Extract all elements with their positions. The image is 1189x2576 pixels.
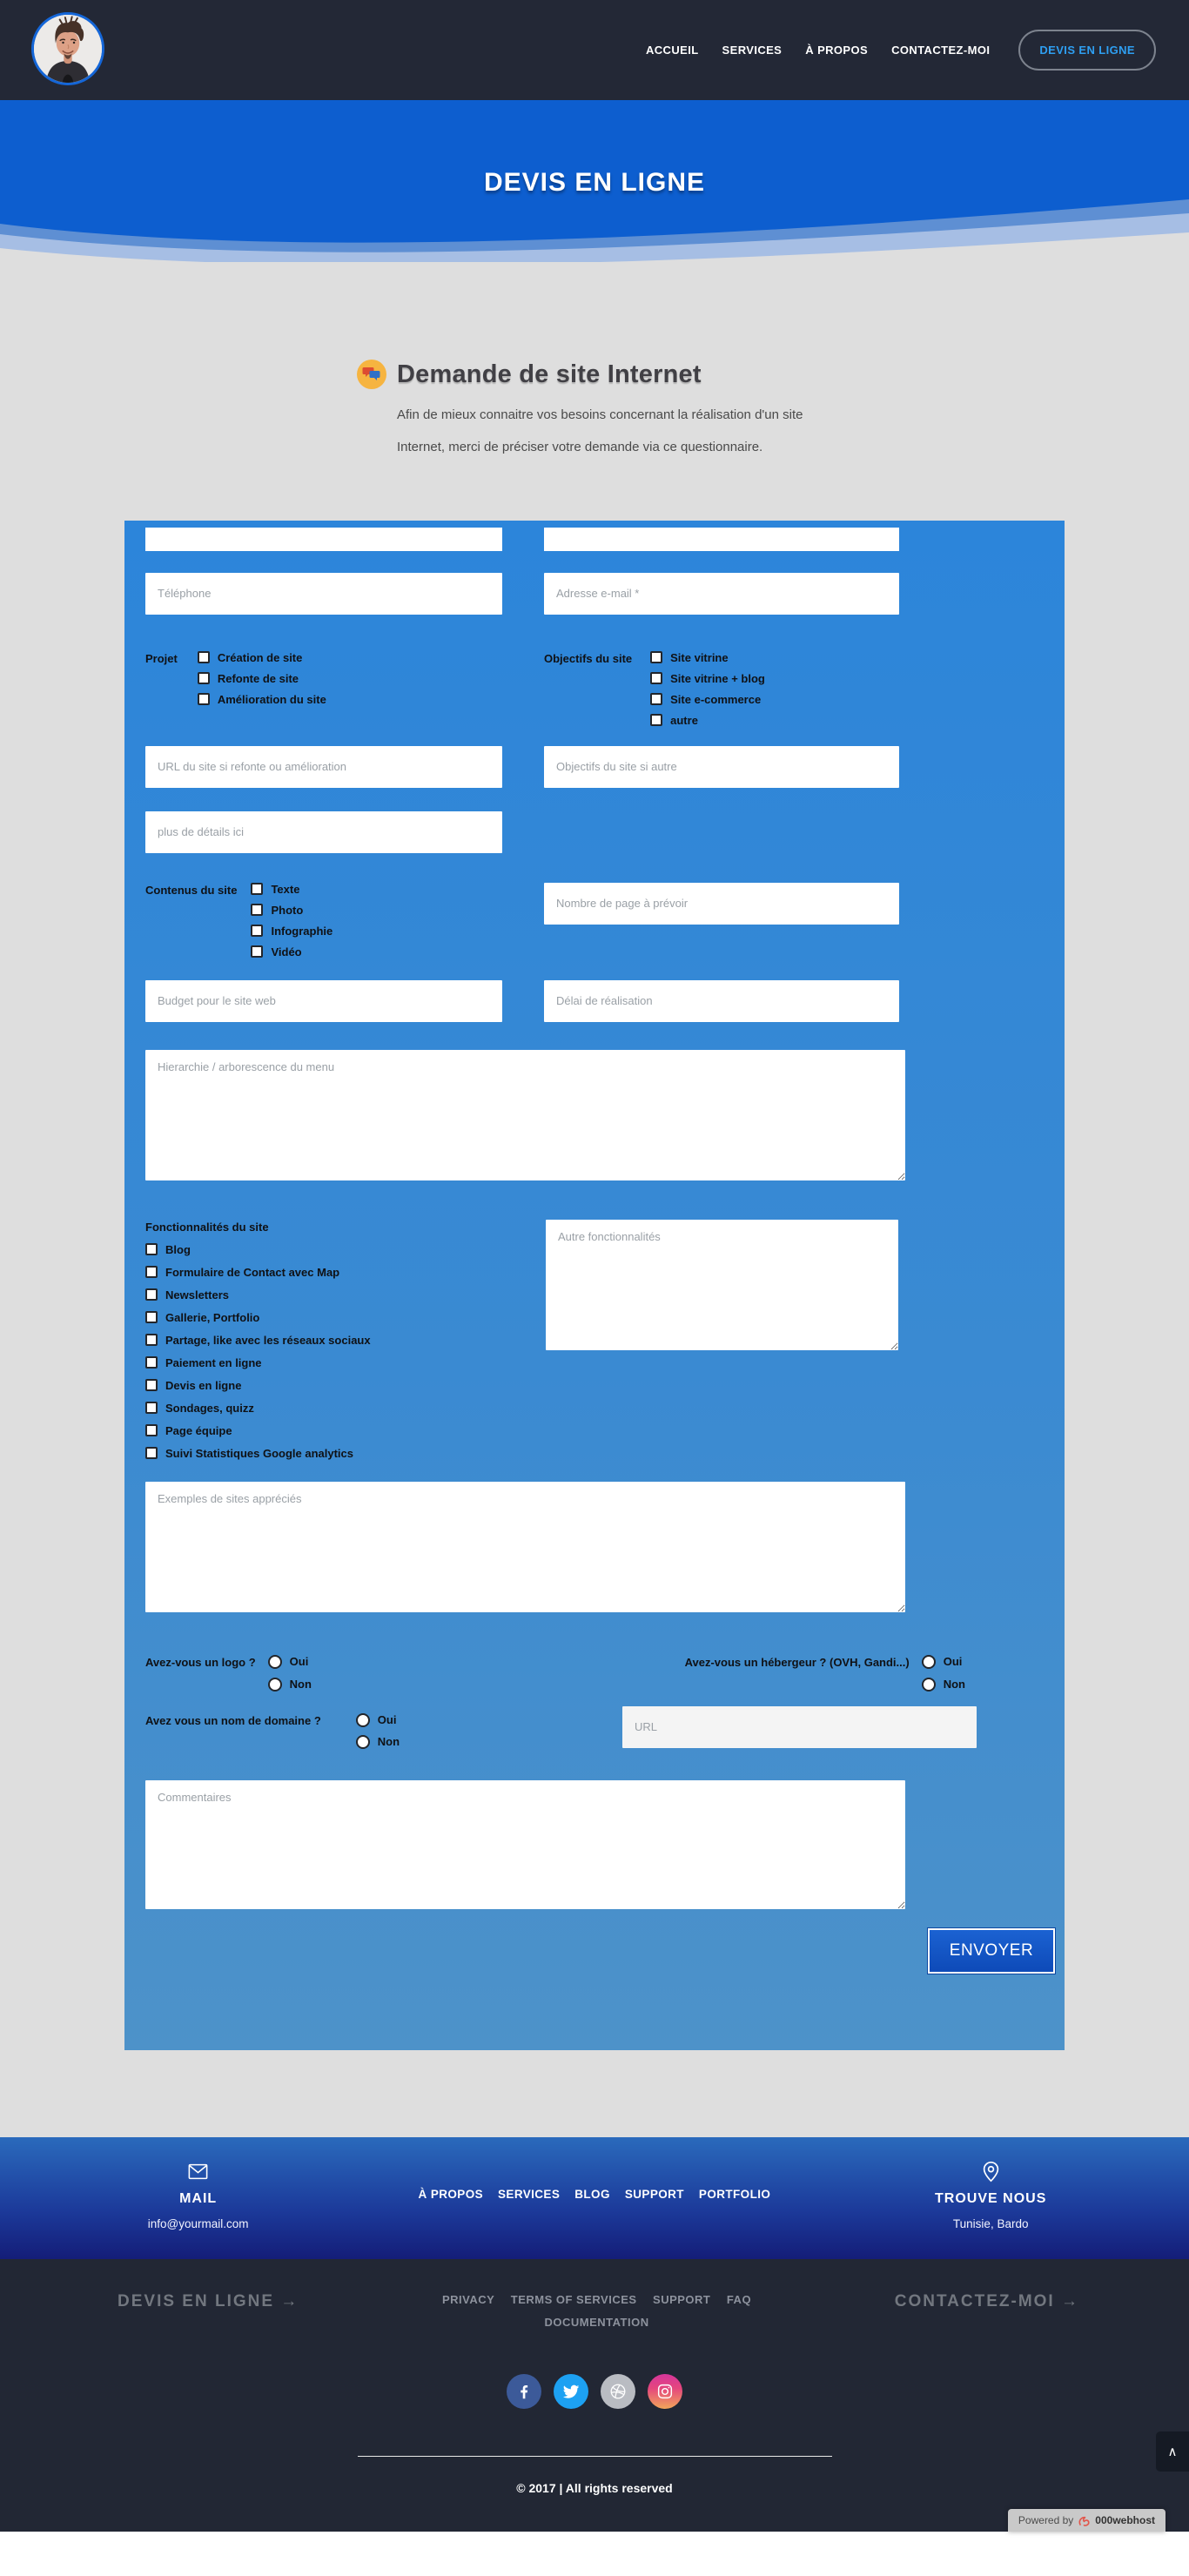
nav-devis-en-ligne-button[interactable]: DEVIS EN LIGNE xyxy=(1018,30,1156,71)
checkbox[interactable] xyxy=(145,1447,158,1459)
main-nav xyxy=(646,30,1189,71)
checkbox-option[interactable] xyxy=(251,925,333,938)
checkbox-label: Sondages, quizz xyxy=(165,1401,254,1415)
radio-option[interactable] xyxy=(268,1655,312,1669)
footer-link-support[interactable]: SUPPORT xyxy=(624,2188,684,2201)
autres-fonctionnalites-textarea[interactable] xyxy=(546,1220,898,1350)
form-row-contents xyxy=(145,883,1044,958)
checkbox[interactable] xyxy=(198,672,210,684)
checkbox-option[interactable] xyxy=(198,651,326,664)
phone-input[interactable] xyxy=(145,573,502,615)
checkbox-option[interactable] xyxy=(198,672,326,685)
form-row-features xyxy=(145,1220,1044,1460)
avatar[interactable] xyxy=(31,12,104,85)
objectifs-label: Objectifs du site xyxy=(544,651,633,665)
checkbox-option[interactable] xyxy=(145,1311,371,1324)
footer-contact-link[interactable]: CONTACTEZ-MOI → xyxy=(894,2292,1079,2310)
chat-bubbles-icon xyxy=(357,360,386,389)
checkbox-label: Site vitrine + blog xyxy=(670,671,765,685)
checkbox[interactable] xyxy=(650,693,662,705)
powered-by-text: Powered by xyxy=(1018,2514,1074,2526)
exemples-textarea[interactable] xyxy=(145,1482,905,1612)
scroll-to-top-button[interactable] xyxy=(1156,2431,1189,2472)
footer-divider xyxy=(358,2456,832,2457)
details-input[interactable] xyxy=(145,811,502,853)
footer-link-terms[interactable]: TERMS OF SERVICES xyxy=(510,2293,637,2306)
footer-mail-title: MAIL xyxy=(179,2191,218,2206)
checkbox[interactable] xyxy=(145,1266,158,1278)
first-name-input[interactable] xyxy=(145,528,502,551)
form-row-domain xyxy=(145,1713,1044,1749)
radio-label: Oui xyxy=(289,1655,309,1668)
footer-devis-link[interactable]: DEVIS EN LIGNE → xyxy=(118,2292,299,2310)
quote-form-card xyxy=(124,521,1065,2050)
footer-link-documentation[interactable]: DOCUMENTATION xyxy=(544,2316,649,2329)
checkbox-label: Création de site xyxy=(217,650,303,664)
map-pin-icon xyxy=(979,2160,1003,2183)
domain-url-input[interactable] xyxy=(622,1706,977,1748)
mail-icon xyxy=(186,2160,210,2183)
checkbox[interactable] xyxy=(198,651,210,663)
checkbox-option[interactable] xyxy=(145,1356,371,1369)
radio-option[interactable] xyxy=(922,1655,965,1669)
checkbox-label: Suivi Statistiques Google analytics xyxy=(165,1446,354,1460)
form-row-budget xyxy=(145,980,1044,1022)
checkbox-label: Site e-commerce xyxy=(670,692,762,706)
powered-by-badge[interactable] xyxy=(1008,2509,1165,2532)
checkbox-option[interactable] xyxy=(145,1447,371,1460)
page-title: DEVIS EN LIGNE xyxy=(483,168,706,197)
footer-link-portfolio[interactable]: PORTFOLIO xyxy=(698,2188,771,2201)
checkbox-label: Site vitrine xyxy=(670,650,729,664)
bottom-white-strip xyxy=(0,2532,1189,2576)
checkbox-option[interactable] xyxy=(145,1379,371,1392)
nav-contactez-moi[interactable]: CONTACTEZ-MOI xyxy=(891,44,991,57)
wave-decoration xyxy=(0,192,1189,262)
checkbox[interactable] xyxy=(650,672,662,684)
logo-label: Avez-vous un logo ? xyxy=(145,1655,256,1669)
chevron-up-icon: ∧ xyxy=(1167,2445,1178,2459)
checkbox-label: Newsletters xyxy=(165,1288,229,1301)
delai-input[interactable] xyxy=(544,980,899,1022)
checkbox-label: Refonte de site xyxy=(217,671,299,685)
radio-option[interactable] xyxy=(268,1678,312,1692)
footer-contact-band xyxy=(0,2137,1189,2259)
radio-label: Non xyxy=(377,1735,400,1748)
checkbox[interactable] xyxy=(251,904,263,916)
contenus-group xyxy=(145,883,502,958)
form-row-project-goals xyxy=(145,651,1044,727)
checkbox-option[interactable] xyxy=(650,672,765,685)
checkbox[interactable] xyxy=(145,1311,158,1323)
hebergeur-group xyxy=(685,1655,965,1692)
checkbox-option[interactable] xyxy=(251,945,333,958)
checkbox[interactable] xyxy=(251,925,263,937)
last-name-input[interactable] xyxy=(544,528,899,551)
footer-link-services[interactable]: SERVICES xyxy=(498,2188,561,2201)
checkbox-label: Devis en ligne xyxy=(165,1378,242,1392)
checkbox-label: Partage, like avec les réseaux sociaux xyxy=(165,1333,371,1347)
hero-banner xyxy=(0,100,1189,261)
radio-label: Non xyxy=(289,1678,312,1691)
dribbble-icon[interactable] xyxy=(601,2374,635,2409)
form-row-comments xyxy=(145,1780,1044,1914)
twitter-icon[interactable] xyxy=(554,2374,588,2409)
commentaires-textarea[interactable] xyxy=(145,1780,905,1909)
checkbox-option[interactable] xyxy=(251,883,333,896)
checkbox-label: Amélioration du site xyxy=(217,692,326,706)
checkbox-option[interactable] xyxy=(251,904,333,917)
form-row-examples xyxy=(145,1482,1044,1617)
objectifs-autre-input[interactable] xyxy=(544,746,899,788)
radio[interactable] xyxy=(922,1678,936,1692)
footer-link-faq[interactable]: FAQ xyxy=(726,2293,752,2306)
main-content xyxy=(0,261,1189,2137)
checkbox-option[interactable] xyxy=(145,1243,371,1256)
checkbox[interactable] xyxy=(145,1379,158,1391)
checkbox[interactable] xyxy=(145,1402,158,1414)
footer-mail-block xyxy=(0,2160,396,2230)
footer-menu xyxy=(396,2160,792,2201)
fonctionnalites-label: Fonctionnalités du site xyxy=(145,1220,269,1234)
footer xyxy=(0,2259,1189,2532)
radio[interactable] xyxy=(356,1713,370,1727)
radio-label: Non xyxy=(943,1678,965,1691)
facebook-icon[interactable] xyxy=(507,2374,541,2409)
footer-location-title: TROUVE NOUS xyxy=(935,2191,1047,2206)
radio[interactable] xyxy=(268,1655,282,1669)
checkbox-option[interactable] xyxy=(198,693,326,706)
form-row-details xyxy=(145,811,1044,853)
pages-count-input[interactable] xyxy=(544,883,899,925)
copyright-text: © 2017 | All rights reserved xyxy=(516,2481,673,2495)
nav-a-propos[interactable]: À PROPOS xyxy=(805,44,869,57)
checkbox-label: Paiement en ligne xyxy=(165,1355,262,1369)
radio-label: Oui xyxy=(377,1713,397,1726)
checkbox-option[interactable] xyxy=(650,714,765,727)
projet-label: Projet xyxy=(145,651,178,665)
checkbox-label: Photo xyxy=(271,903,304,917)
checkbox[interactable] xyxy=(145,1243,158,1255)
checkbox[interactable] xyxy=(251,945,263,958)
checkbox-option[interactable] xyxy=(145,1402,371,1415)
checkbox-label: Gallerie, Portfolio xyxy=(165,1310,260,1324)
form-row-hierarchy xyxy=(145,1050,1044,1185)
checkbox[interactable] xyxy=(251,883,263,895)
radio-option[interactable] xyxy=(356,1735,400,1749)
budget-input[interactable] xyxy=(145,980,502,1022)
avatar-portrait-illustration xyxy=(34,15,102,83)
checkbox[interactable] xyxy=(650,714,662,726)
site-header xyxy=(0,0,1189,100)
nav-accueil[interactable]: ACCUEIL xyxy=(645,44,699,57)
checkbox-label: Page équipe xyxy=(165,1423,232,1437)
intro-title: Demande de site Internet xyxy=(397,360,702,388)
checkbox[interactable] xyxy=(145,1424,158,1436)
hebergeur-label: Avez-vous un hébergeur ? (OVH, Gandi...) xyxy=(684,1655,910,1669)
social-icons-row xyxy=(0,2374,1189,2409)
checkbox[interactable] xyxy=(145,1288,158,1301)
radio[interactable] xyxy=(356,1735,370,1749)
form-row-logo-hosting xyxy=(145,1655,1044,1692)
checkbox[interactable] xyxy=(198,693,210,705)
radio-option[interactable] xyxy=(922,1678,965,1692)
footer-location-value: Tunisie, Bardo xyxy=(952,2217,1029,2230)
footer-link-blog[interactable]: BLOG xyxy=(574,2188,610,2201)
fonctionnalites-group xyxy=(145,1220,371,1460)
footer-legal-links xyxy=(299,2292,894,2331)
checkbox-label: Infographie xyxy=(271,924,333,938)
url-refonte-input[interactable] xyxy=(145,746,502,788)
form-row-urls xyxy=(145,746,1044,788)
checkbox[interactable] xyxy=(650,651,662,663)
checkbox-label: Vidéo xyxy=(271,945,302,958)
intro-text: Afin de mieux connaitre vos besoins concernant la réalisation d'un site Internet, merci de préciser votre demande via ce questionnaire. xyxy=(397,407,803,454)
checkbox-label: Formulaire de Contact avec Map xyxy=(165,1265,340,1279)
email-input[interactable] xyxy=(544,573,899,615)
domaine-label: Avez vous un nom de domaine ? xyxy=(145,1713,321,1727)
form-row-names xyxy=(145,528,1044,551)
contenus-label: Contenus du site xyxy=(145,883,238,897)
checkbox[interactable] xyxy=(145,1334,158,1346)
radio-option[interactable] xyxy=(356,1713,400,1727)
radio[interactable] xyxy=(268,1678,282,1692)
checkbox-option[interactable] xyxy=(145,1334,371,1347)
radio-label: Oui xyxy=(943,1655,963,1668)
checkbox-option[interactable] xyxy=(650,693,765,706)
domaine-group xyxy=(145,1713,400,1749)
webhost-brand-text: 000webhost xyxy=(1095,2514,1155,2526)
checkbox-option[interactable] xyxy=(145,1266,371,1279)
nav-services[interactable]: SERVICES xyxy=(722,44,783,57)
checkbox-option[interactable] xyxy=(145,1288,371,1301)
footer-mail-value[interactable]: info@yourmail.com xyxy=(147,2217,249,2230)
checkbox[interactable] xyxy=(145,1356,158,1369)
form-row-submit xyxy=(145,1928,1044,1974)
footer-link-a-propos[interactable]: À PROPOS xyxy=(418,2188,484,2201)
footer-links-row xyxy=(0,2292,1189,2331)
instagram-icon[interactable] xyxy=(648,2374,682,2409)
checkbox-label: Blog xyxy=(165,1242,191,1256)
footer-location-block xyxy=(793,2160,1189,2230)
form-row-contact xyxy=(145,573,1044,615)
radio[interactable] xyxy=(922,1655,936,1669)
intro-block xyxy=(357,360,844,464)
checkbox-option[interactable] xyxy=(650,651,765,664)
projet-group xyxy=(145,651,502,727)
footer-link-privacy[interactable]: PRIVACY xyxy=(442,2293,495,2306)
checkbox-option[interactable] xyxy=(145,1424,371,1437)
webhost-logo-icon xyxy=(1078,2514,1091,2527)
envoyer-button[interactable]: ENVOYER xyxy=(928,1928,1055,1974)
checkbox-label: Texte xyxy=(271,882,300,896)
footer-link-support2[interactable]: SUPPORT xyxy=(653,2293,711,2306)
hierarchie-textarea[interactable] xyxy=(145,1050,905,1180)
checkbox-label: autre xyxy=(670,713,698,727)
objectifs-group xyxy=(544,651,899,727)
logo-group xyxy=(145,1655,312,1692)
